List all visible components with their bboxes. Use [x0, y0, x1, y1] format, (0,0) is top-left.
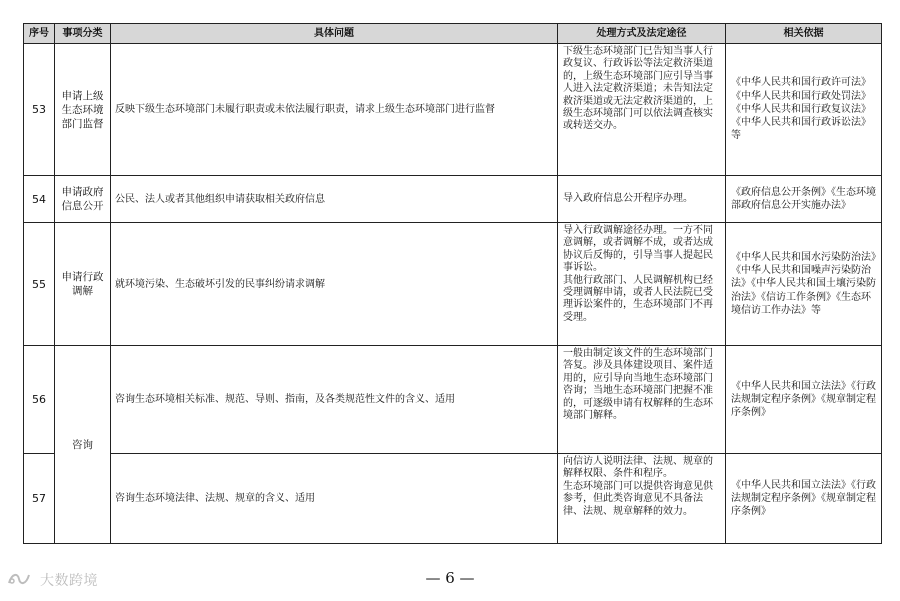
row-basis: 《政府信息公开条例》《生态环境部政府信息公开实施办法》 — [726, 176, 882, 223]
row-number: 57 — [24, 454, 55, 544]
row-problem: 反映下级生态环境部门未履行职责或未依法履行职责，请求上级生态环境部门进行监督 — [111, 44, 558, 176]
row-number: 56 — [24, 346, 55, 454]
row-process: 一般由制定该文件的生态环境部门答复。涉及具体建设项目、案件适用的，应引导向当地生态环境部门咨询；当地生态环境部门把握不准的，可逐级申请有权解释的生态环境部门解释。 — [558, 346, 726, 454]
row-basis: 《中华人民共和国水污染防治法》《中华人民共和国噪声污染防治法》《中华人民共和国土壤污染防治法》《信访工作条例》《生态环境信访工作办法》等 — [726, 223, 882, 346]
watermark-logo-icon — [6, 571, 32, 591]
regulation-table — [23, 23, 882, 544]
row-problem: 就环境污染、生态破坏引发的民事纠纷请求调解 — [111, 223, 558, 346]
row-process: 导入行政调解途径办理。一方不同意调解，或者调解不成，或者达成协议后反悔的，引导当事人提起民事诉讼。 其他行政部门、人民调解机构已经受理调解申请，或者人民法院已受理诉讼案件的，生态环境部门不再受理。 — [558, 223, 726, 346]
header-no: 序号 — [24, 24, 55, 44]
row-basis: 《中华人民共和国行政许可法》《中华人民共和国行政处罚法》《中华人民共和国行政复议法》《中华人民共和国行政诉讼法》等 — [726, 44, 882, 176]
row-basis: 《中华人民共和国立法法》《行政法规制定程序条例》《规章制定程序条例》 — [726, 346, 882, 454]
header-category: 事项分类 — [55, 24, 111, 44]
row-process: 下级生态环境部门已告知当事人行政复议、行政诉讼等法定救济渠道的，上级生态环境部门应引导当事人进入法定救济渠道；未告知法定救济渠道或无法定救济渠道的，上级生态环境部门可以依法调查核实或转送交办。 — [558, 44, 726, 176]
table-row — [24, 346, 882, 454]
row-category: 申请行政调解 — [55, 223, 111, 346]
header-problem: 具体问题 — [111, 24, 558, 44]
row-category: 咨询 — [55, 346, 111, 544]
header-basis: 相关依据 — [726, 24, 882, 44]
watermark-text: 大数跨境 — [39, 573, 98, 589]
row-category: 申请上级生态环境部门监督 — [55, 44, 111, 176]
row-process: 向信访人说明法律、法规、规章的解释权限、条件和程序。 生态环境部门可以提供咨询意见供参考，但此类咨询意见不具备法律、法规、规章解释的效力。 — [558, 454, 726, 544]
row-problem: 咨询生态环境法律、法规、规章的含义、适用 — [111, 454, 558, 544]
row-category: 申请政府信息公开 — [55, 176, 111, 223]
row-problem: 咨询生态环境相关标准、规范、导则、指南，及各类规范性文件的含义、适用 — [111, 346, 558, 454]
table-header-row — [24, 24, 882, 44]
row-number: 53 — [24, 44, 55, 176]
header-process: 处理方式及法定途径 — [558, 24, 726, 44]
table-row — [24, 176, 882, 223]
page-number: — 6 — — [425, 569, 475, 587]
row-number: 55 — [24, 223, 55, 346]
row-number: 54 — [24, 176, 55, 223]
row-process: 导入政府信息公开程序办理。 — [558, 176, 726, 223]
row-problem: 公民、法人或者其他组织申请获取相关政府信息 — [111, 176, 558, 223]
row-basis: 《中华人民共和国立法法》《行政法规制定程序条例》《规章制定程序条例》 — [726, 454, 882, 544]
table-row — [24, 454, 882, 544]
watermark — [6, 570, 98, 591]
table-row — [24, 44, 882, 176]
table-row — [24, 223, 882, 346]
